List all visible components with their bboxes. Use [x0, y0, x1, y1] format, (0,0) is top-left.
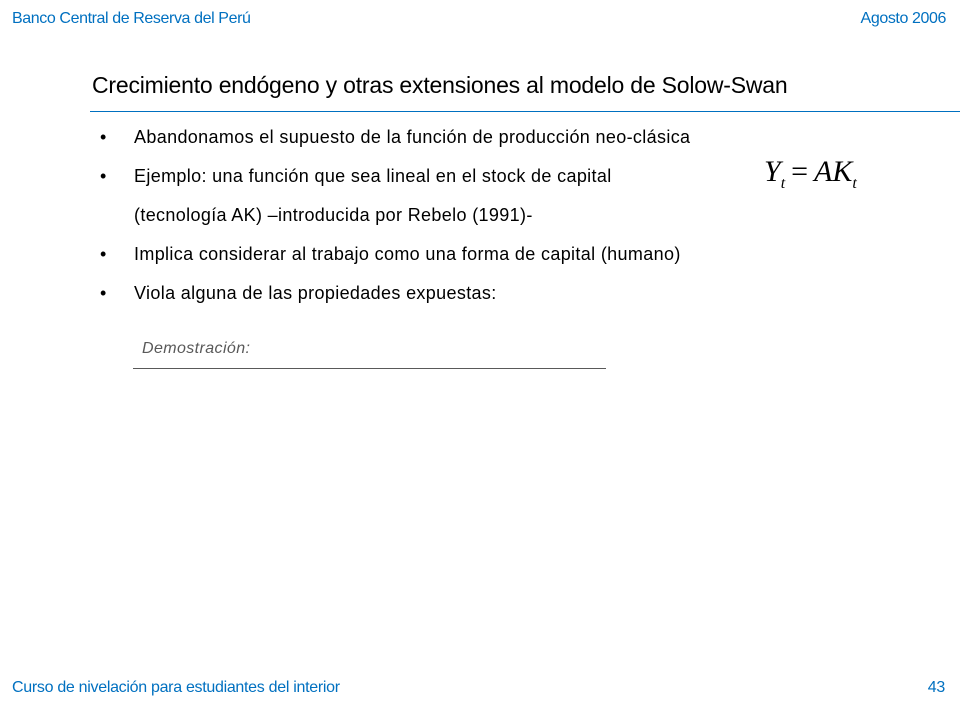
header-institution: Banco Central de Reserva del Perú [12, 10, 251, 27]
footer-course: Curso de nivelación para estudiantes del interior [12, 679, 340, 696]
formula-lhs: Y [764, 155, 781, 188]
bullet-list [100, 126, 940, 321]
bullet-icon: • [100, 244, 107, 264]
bullet-item [100, 282, 940, 304]
formula-lhs-subscript: t [780, 175, 786, 192]
demo-label: Demostración: [142, 340, 251, 357]
bullet-icon: • [100, 166, 107, 186]
formula-ak [764, 157, 857, 199]
bullet-text: Viola alguna de las propiedades expuestas: [134, 283, 497, 303]
bullet-text: Ejemplo: una función que sea lineal en el stock de capital [134, 166, 612, 186]
header-date: Agosto 2006 [860, 10, 946, 27]
bullet-item [100, 243, 940, 265]
formula-equals: = [791, 155, 809, 188]
bullet-text: Abandonamos el supuesto de la función de producción neo-clásica [134, 127, 691, 147]
bullet-text: Implica considerar al trabajo como una forma de capital (humano) [134, 244, 681, 264]
bullet-icon: • [100, 127, 107, 147]
footer-page-number: 43 [927, 679, 945, 696]
bullet-continuation-text: (tecnología AK) –introducida por Rebelo (1991)- [134, 205, 533, 225]
formula-rhs: AK [814, 155, 853, 188]
formula-rhs-subscript: t [852, 175, 857, 192]
bullet-item [100, 155, 940, 192]
slide-title: Crecimiento endógeno y otras extensiones al modelo de Solow-Swan [92, 72, 788, 98]
demo-underline [133, 368, 606, 369]
bullet-item [100, 126, 940, 148]
title-divider [90, 111, 960, 112]
bullet-continuation [100, 204, 940, 226]
bullet-icon: • [100, 283, 107, 303]
